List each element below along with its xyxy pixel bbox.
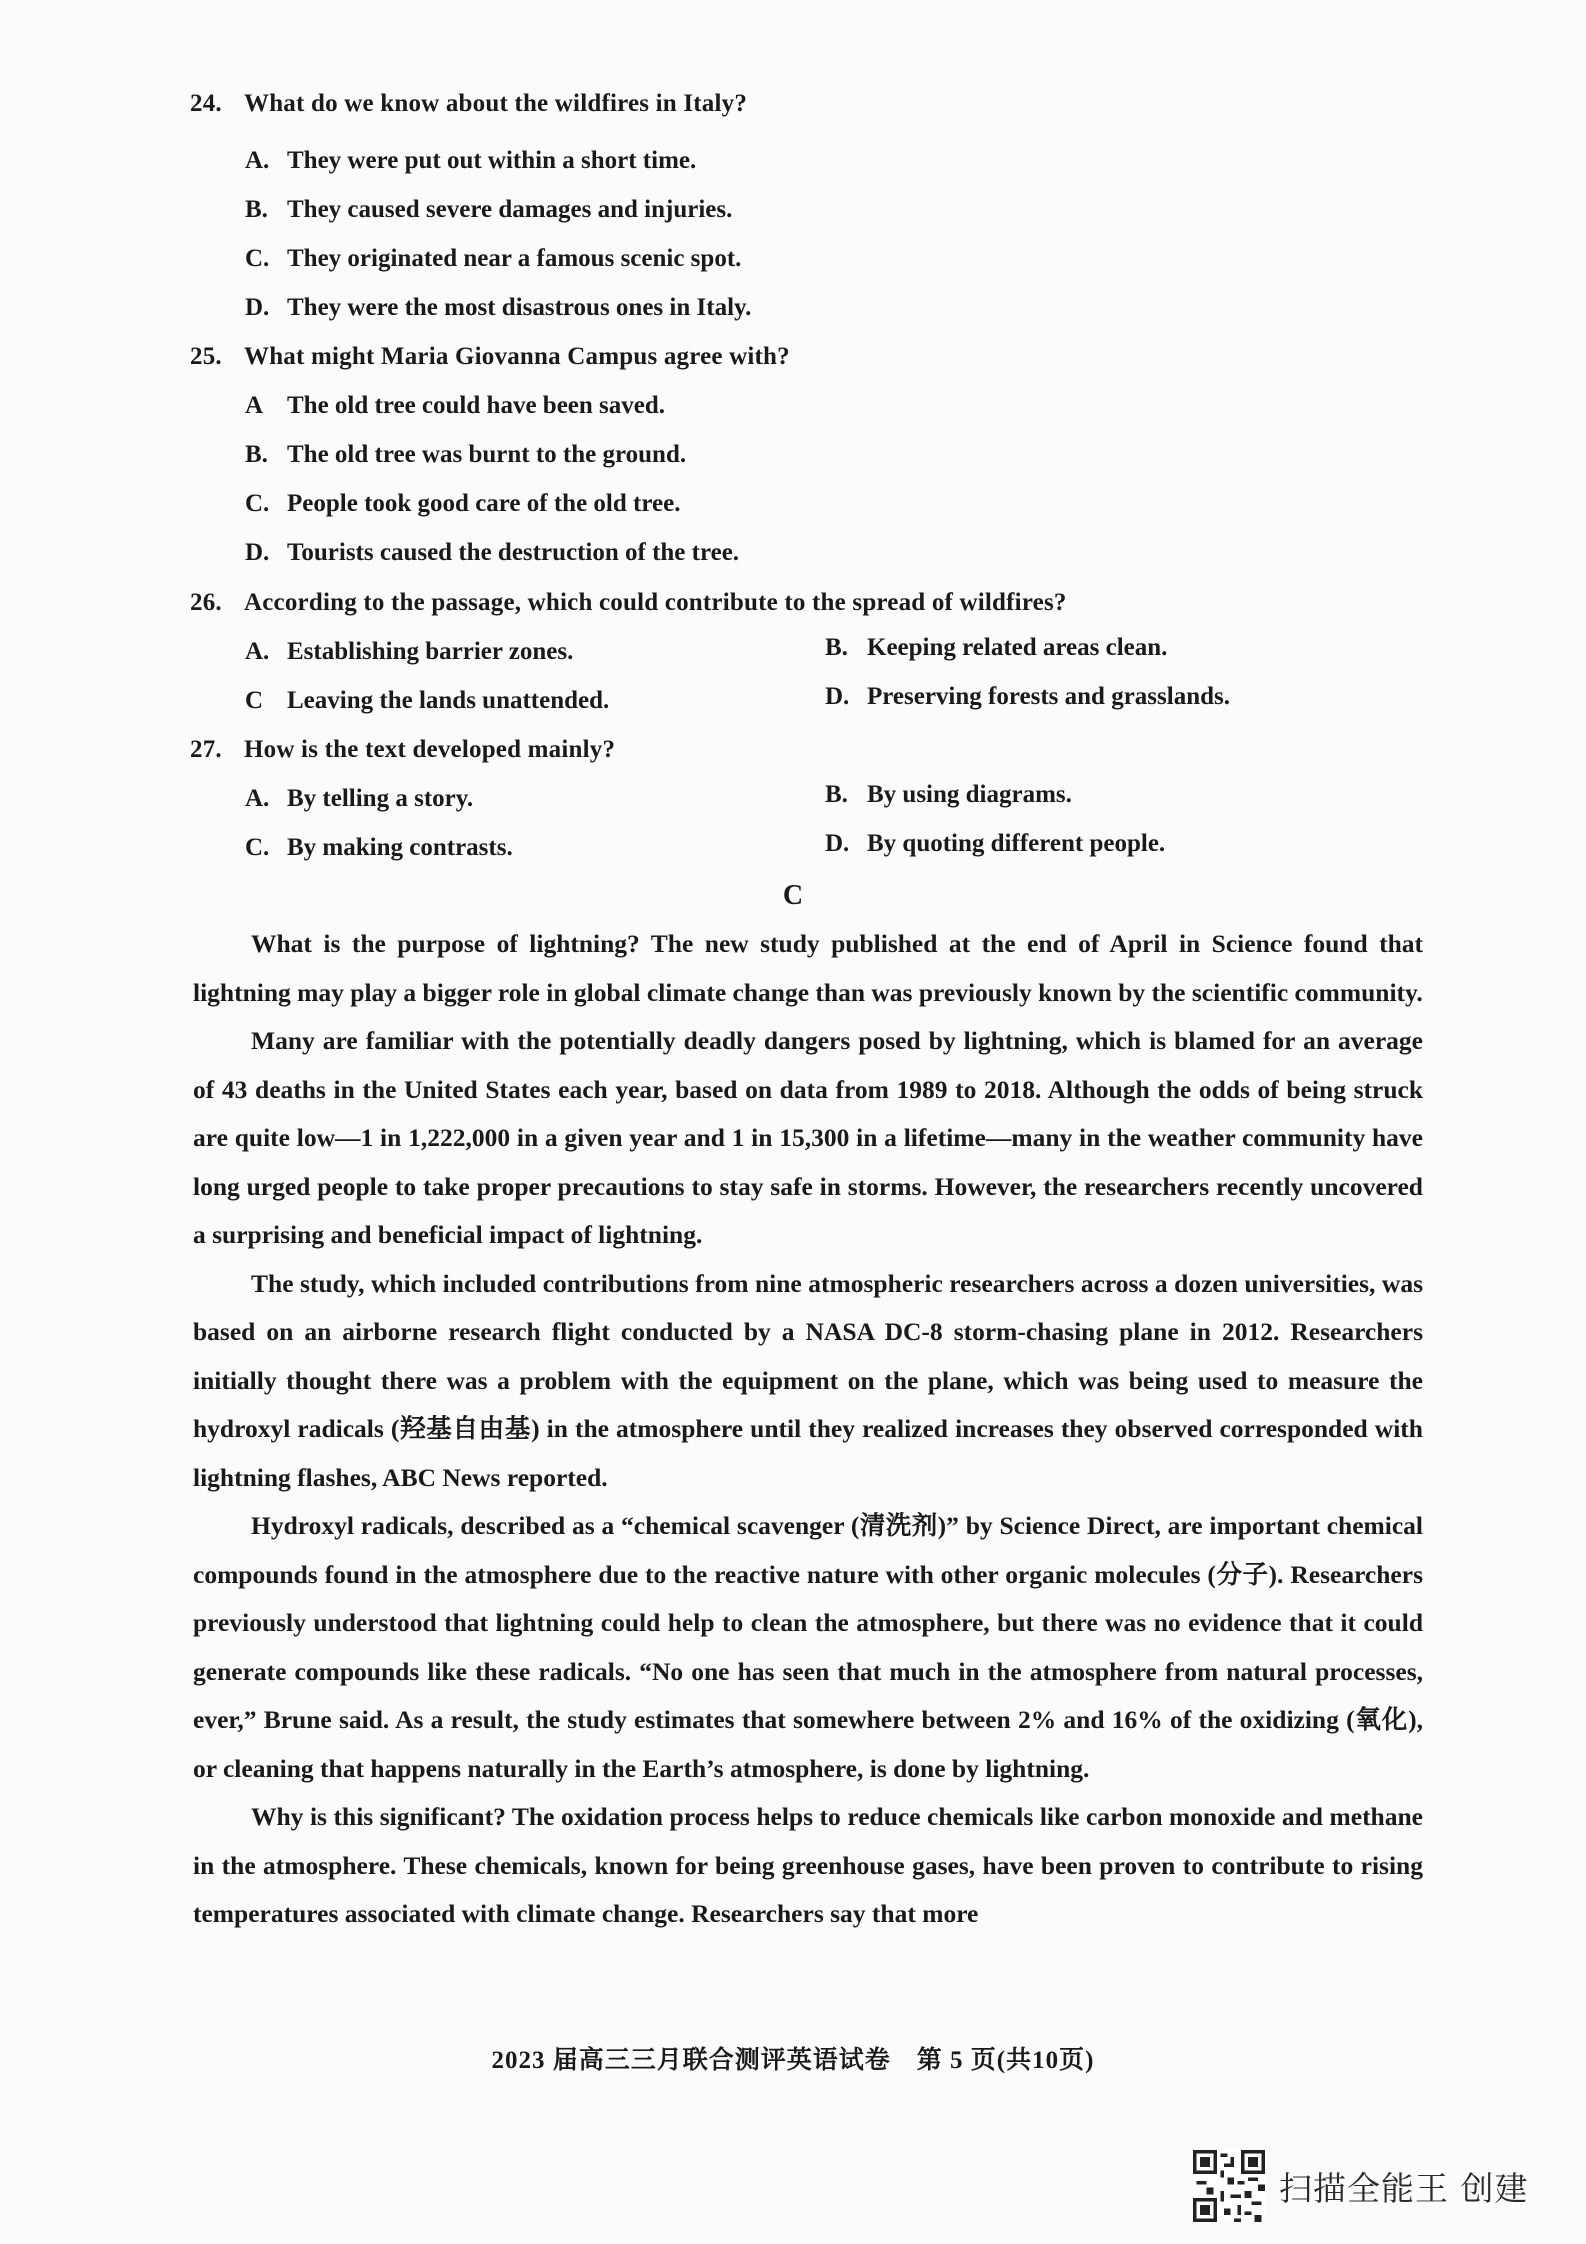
question-stem: How is the text developed mainly? bbox=[244, 736, 616, 763]
question-number: 26. bbox=[190, 589, 222, 616]
option-27d: D. By quoting different people. bbox=[825, 830, 1166, 857]
option-25c: C. People took good care of the old tree. bbox=[245, 490, 681, 517]
option-26c: C Leaving the lands unattended. bbox=[245, 687, 610, 714]
option-26b: B. Keeping related areas clean. bbox=[825, 634, 1168, 661]
option-26a: A. Establishing barrier zones. bbox=[245, 638, 574, 665]
passage-paragraph-2: Many are familiar with the potentially deadly dangers posed by lightning, which is blamed for an average of 43 deaths in the United States each year, based on data from 1989 to 2018. Although the odds of being struck are quite low—1 in 1,222,000 in a given year and 1 in 15,300 in a lifetime—many in the weather community have long urged people to take proper precautions to stay safe in storms. However, the researchers recently uncovered a surprising and beneficial impact of lightning. bbox=[193, 1026, 1423, 1249]
option-24c: C. They originated near a famous scenic spot. bbox=[245, 245, 742, 272]
option-24a: A. They were put out within a short time. bbox=[245, 147, 697, 174]
question-stem: What do we know about the wildfires in Italy? bbox=[244, 90, 748, 117]
option-27b: B. By using diagrams. bbox=[825, 781, 1072, 808]
option-27a: A. By telling a story. bbox=[245, 785, 474, 812]
question-stem: What might Maria Giovanna Campus agree with? bbox=[244, 343, 790, 370]
option-24d: D. They were the most disastrous ones in Italy. bbox=[245, 294, 752, 321]
question-number: 27. bbox=[190, 736, 222, 763]
reading-passage bbox=[193, 920, 1423, 1939]
passage-paragraph-4: Hydroxyl radicals, described as a “chemical scavenger (清洗剂)” by Science Direct, are important chemical compounds found in the atmosphere due to the reactive nature with other organic molecules (分子). Researchers previously understood that lightning could help to clean the atmosphere, but there was no evidence that it could generate compounds like these radicals. “No one has seen that much in the atmosphere from natural processes, ever,” Brune said. As a result, the study estimates that somewhere between 2% and 16% of the oxidizing (氧化), or cleaning that happens naturally in the Earth’s atmosphere, is done by lightning. bbox=[193, 1511, 1423, 1783]
question-26 bbox=[190, 589, 1067, 617]
page-footer: 2023 届高三三月联合测评英语试卷 第 5 页(共10页) bbox=[491, 2047, 1095, 2074]
passage-paragraph-1: What is the purpose of lightning? The new study published at the end of April in Science found that lightning may play a bigger role in global climate change than was previously known by the scientific community. bbox=[193, 929, 1423, 1007]
watermark-text: 扫描全能王 创建 bbox=[1279, 2168, 1529, 2208]
option-25d: D. Tourists caused the destruction of the tree. bbox=[245, 539, 740, 566]
qr-code-icon bbox=[1193, 2150, 1265, 2222]
passage-paragraph-3: The study, which included contributions from nine atmospheric researchers across a dozen universities, was based on an airborne research flight conducted by a NASA DC-8 storm-chasing plane in 2012. Researchers initially thought there was a problem with the equipment on the plane, which was being used to measure the hydroxyl radicals (羟基自由基) in the atmosphere until they realized increases they observed corresponded with lightning flashes, ABC News reported. bbox=[193, 1268, 1423, 1492]
option-25b: B. The old tree was burnt to the ground. bbox=[245, 441, 687, 468]
question-number: 24. bbox=[190, 90, 222, 117]
scanner-watermark bbox=[1193, 2150, 1529, 2222]
option-26d: D. Preserving forests and grasslands. bbox=[825, 683, 1230, 710]
option-25a: A The old tree could have been saved. bbox=[245, 392, 666, 419]
option-27c: C. By making contrasts. bbox=[245, 834, 513, 861]
question-27 bbox=[190, 736, 615, 764]
question-number: 25. bbox=[190, 343, 222, 370]
section-heading: C bbox=[782, 880, 804, 911]
option-24b: B. They caused severe damages and injuries. bbox=[245, 196, 733, 223]
question-24 bbox=[190, 90, 747, 118]
question-25 bbox=[190, 343, 790, 371]
passage-paragraph-5: Why is this significant? The oxidation process helps to reduce chemicals like carbon monoxide and methane in the atmosphere. These chemicals, known for being greenhouse gases, have been proven to contribute to rising temperatures associated with climate change. Researchers say that more bbox=[193, 1802, 1423, 1928]
question-stem: According to the passage, which could contribute to the spread of wildfires? bbox=[244, 589, 1067, 616]
